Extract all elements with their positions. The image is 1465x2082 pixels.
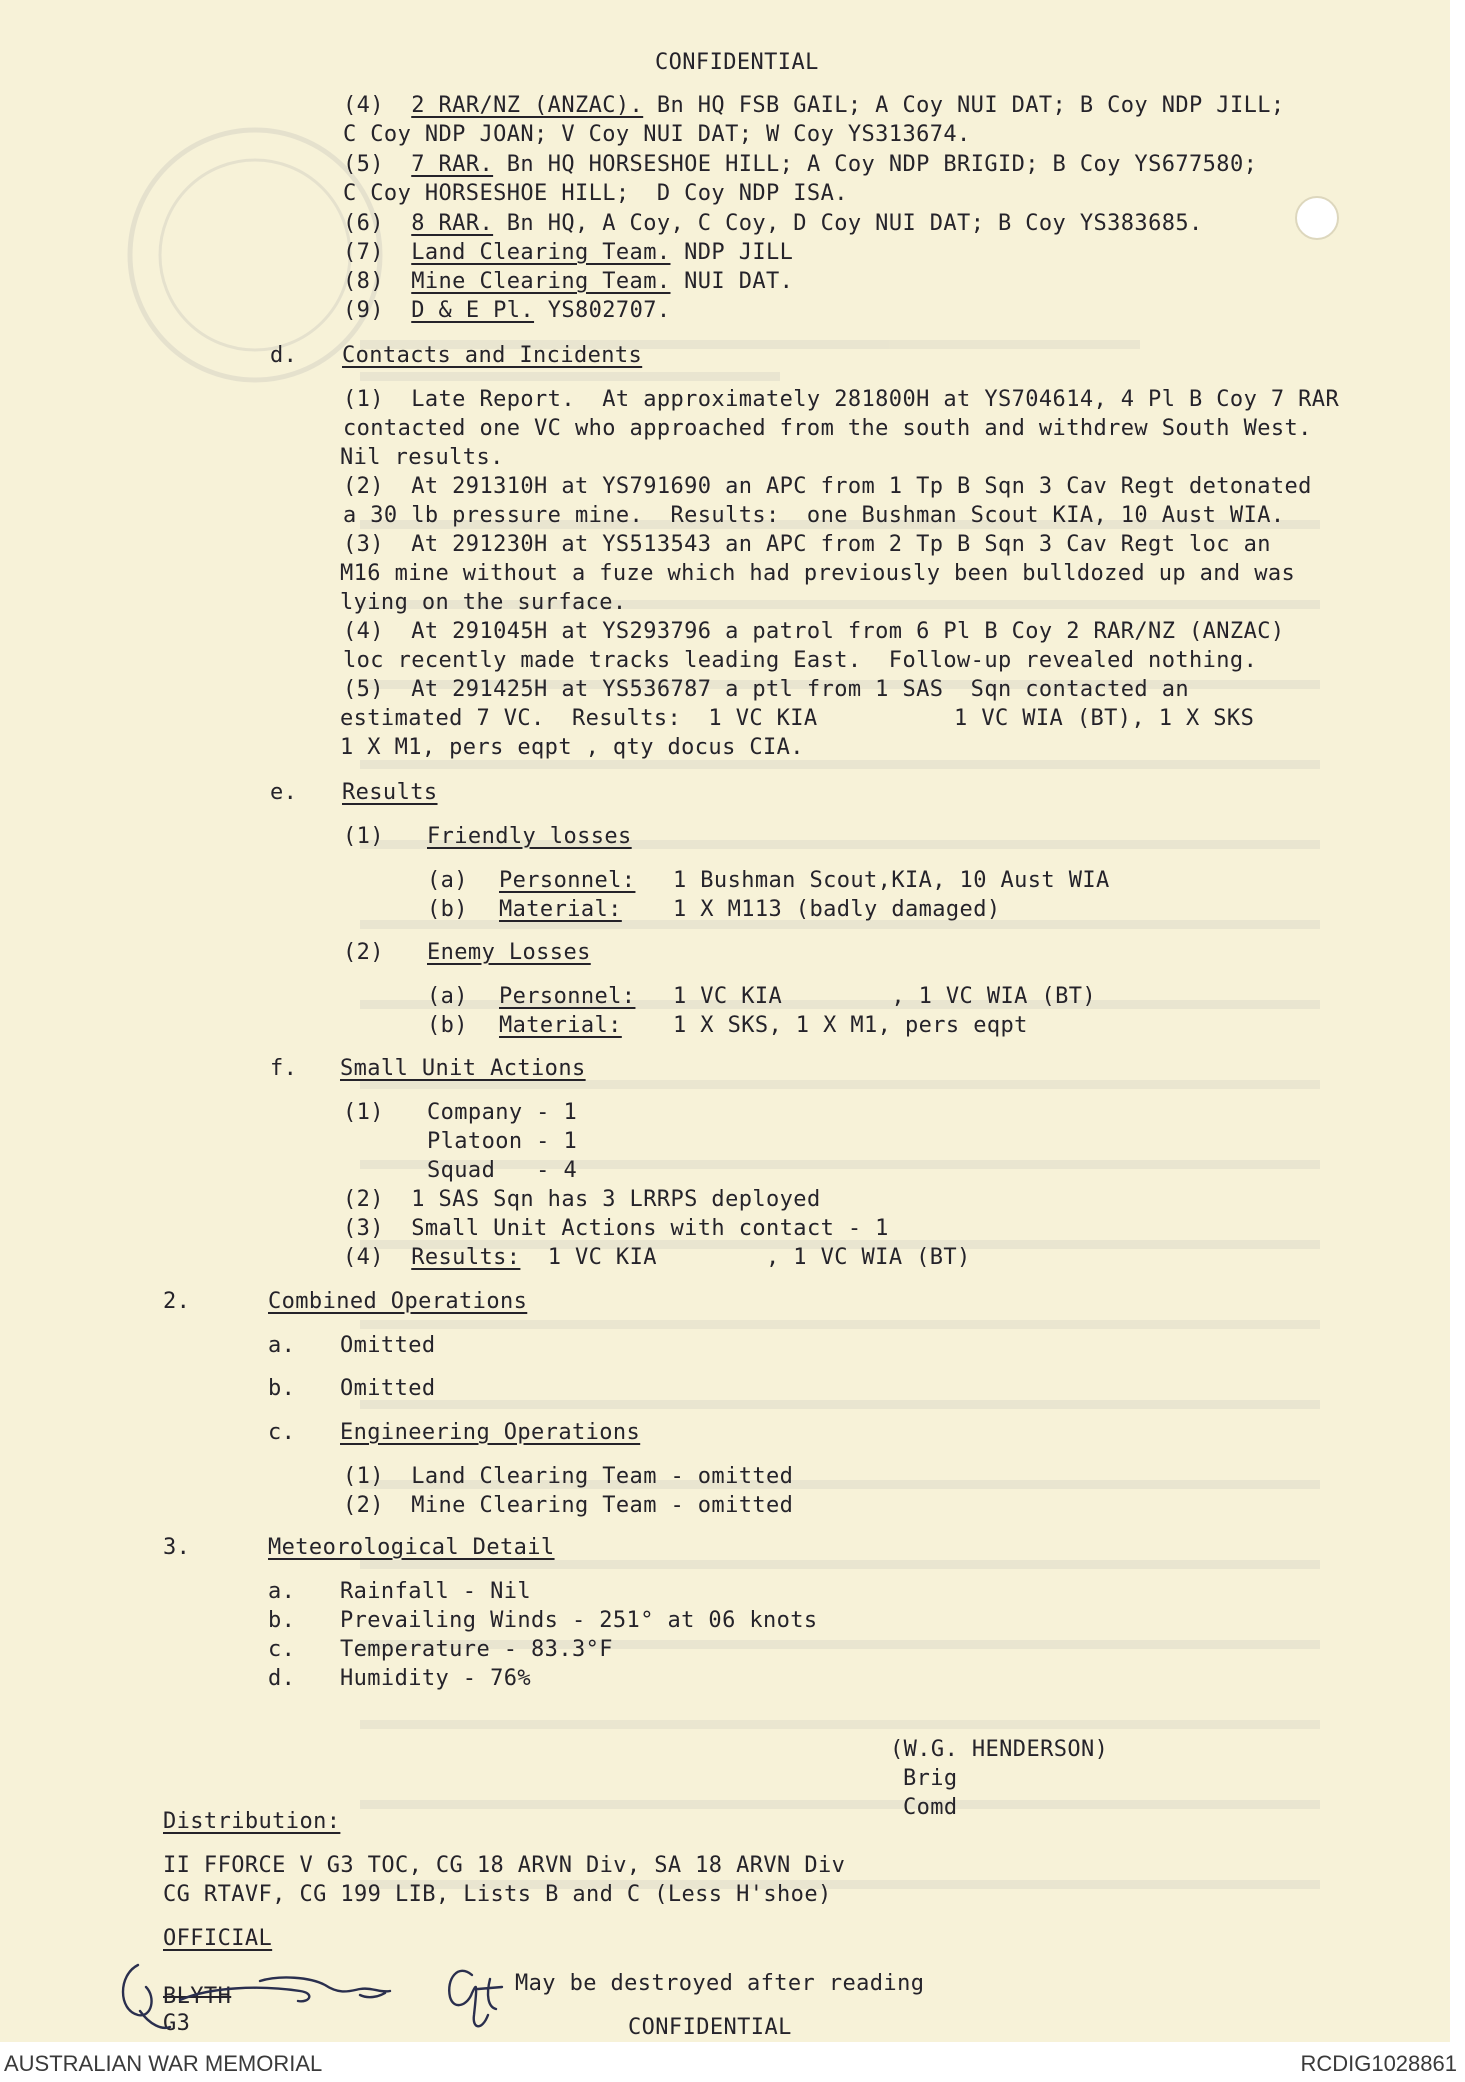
signatory-appointment: Comd [903, 1795, 958, 1820]
contact-line: (4) At 291045H at YS293796 a patrol from 6 Pl B Coy 2 RAR/NZ (ANZAC) [343, 619, 1285, 644]
count-platoon: Platoon - 1 [427, 1129, 578, 1154]
item-text: Land Clearing Team - omitted [411, 1464, 794, 1489]
count-squad: Squad - 4 [427, 1158, 578, 1183]
friendly-personnel-label: Personnel: [499, 868, 636, 893]
received-stamp-inner [160, 160, 350, 350]
met-b-text: Prevailing Winds - 251° at 06 knots [340, 1608, 818, 1633]
distribution-line: II FFORCE V G3 TOC, CG 18 ARVN Div, SA 18 ARVN Div [163, 1853, 846, 1878]
location-text: YS802707. [534, 298, 671, 323]
header-classification: CONFIDENTIAL [655, 50, 819, 75]
section-e-heading: Results [342, 780, 438, 805]
location-text: Bn HQ HORSESHOE HILL; A Coy NDP BRIGID; B Coy YS677580; [493, 152, 1258, 177]
official-name: BLYTH [163, 1984, 232, 2009]
contact-line: (5) At 291425H at YS536787 a ptl from 1 SAS Sqn contacted an [343, 677, 1189, 702]
section-e-letter: e. [270, 780, 298, 805]
official-heading: OFFICIAL [163, 1926, 273, 1951]
item-text: 1 SAS Sqn has 3 LRRPS deployed [411, 1187, 821, 1212]
location-5-cont: C Coy HORSESHOE HILL; D Coy NDP ISA. [343, 181, 848, 206]
location-7 [343, 239, 793, 267]
section-3-heading: Meteorological Detail [268, 1535, 555, 1560]
item-num: (5) [343, 152, 384, 177]
enemy-personnel-letter: (a) [427, 984, 468, 1009]
unit-name: 8 RAR. [411, 211, 494, 236]
results-label: Results: [411, 1245, 521, 1270]
enemy-material-letter: (b) [427, 1013, 468, 1038]
item-num: (6) [343, 211, 384, 236]
contact-line: (2) At 291310H at YS791690 an APC from 1 Tp B Sqn 3 Cav Regt detonated [343, 474, 1312, 499]
item-num: (4) [343, 1245, 384, 1270]
location-4 [343, 92, 1285, 120]
item-num: (3) [343, 1216, 384, 1241]
unit-name: 2 RAR/NZ (ANZAC). [411, 93, 644, 118]
met-a-letter: a. [268, 1579, 296, 1604]
section-2-heading: Combined Operations [268, 1289, 528, 1314]
eng-item-2 [343, 1492, 793, 1520]
punch-hole [1296, 197, 1338, 239]
section-2-num: 2. [163, 1289, 191, 1314]
destroy-note: May be destroyed after reading [515, 1971, 925, 1996]
official-appointment: G3 [163, 2011, 191, 2036]
combined-b-letter: b. [268, 1376, 296, 1401]
combined-c-letter: c. [268, 1420, 296, 1445]
section-f-heading: Small Unit Actions [340, 1056, 586, 1081]
location-text: NUI DAT. [670, 269, 794, 294]
count-company: Company - 1 [427, 1100, 578, 1125]
location-9 [343, 297, 671, 325]
enemy-material-value: 1 X SKS, 1 X M1, pers eqpt [673, 1013, 1028, 1038]
footer-classification: CONFIDENTIAL [628, 2015, 792, 2040]
item-num: (1) [343, 1464, 384, 1489]
friendly-material-value: 1 X M113 (badly damaged) [673, 897, 1001, 922]
small-unit-item-2 [343, 1186, 821, 1214]
location-text: Bn HQ, A Coy, C Coy, D Coy NUI DAT; B Coy YS383685. [493, 211, 1203, 236]
enemy-personnel-value: 1 VC KIA , 1 VC WIA (BT) [673, 984, 1096, 1009]
small-unit-num-1: (1) [343, 1100, 384, 1125]
contact-line: loc recently made tracks leading East. Follow-up revealed nothing. [343, 648, 1258, 673]
engineering-heading: Engineering Operations [340, 1420, 641, 1445]
archive-reference: RCDIG1028861 [1300, 2051, 1457, 2076]
location-8 [343, 268, 793, 296]
friendly-personnel-value: 1 Bushman Scout,KIA, 10 Aust WIA [673, 868, 1110, 893]
item-num: (8) [343, 269, 384, 294]
combined-a-text: Omitted [340, 1333, 436, 1358]
item-num: (2) [343, 1187, 384, 1212]
contact-line: estimated 7 VC. Results: 1 VC KIA 1 VC WIA (BT), 1 X SKS [340, 706, 1255, 731]
contact-line: (3) At 291230H at YS513543 an APC from 2 Tp B Sqn 3 Cav Regt loc an [343, 532, 1271, 557]
section-d-heading: Contacts and Incidents [342, 343, 643, 368]
location-6 [343, 210, 1203, 238]
section-d-letter: d. [270, 343, 298, 368]
handwritten-signature [110, 1945, 530, 2040]
contact-line: lying on the surface. [340, 590, 627, 615]
combined-a-letter: a. [268, 1333, 296, 1358]
item-num: (7) [343, 240, 384, 265]
enemy-losses-num: (2) [343, 940, 384, 965]
location-5 [343, 151, 1257, 179]
archive-footer [0, 2045, 1465, 2082]
location-text: NDP JILL [670, 240, 794, 265]
section-3-num: 3. [163, 1535, 191, 1560]
location-text: Bn HQ FSB GAIL; A Coy NUI DAT; B Coy NDP JILL; [643, 93, 1285, 118]
archive-name: AUSTRALIAN WAR MEMORIAL [4, 2051, 323, 2076]
eng-item-1 [343, 1463, 793, 1491]
friendly-losses-heading: Friendly losses [427, 824, 632, 849]
small-unit-item-4 [343, 1244, 971, 1272]
contact-line: M16 mine without a fuze which had previously been bulldozed up and was [340, 561, 1296, 586]
met-a-text: Rainfall - Nil [340, 1579, 532, 1604]
signatory-name: (W.G. HENDERSON) [890, 1737, 1109, 1762]
unit-name: 7 RAR. [411, 152, 494, 177]
enemy-personnel-label: Personnel: [499, 984, 636, 1009]
friendly-material-letter: (b) [427, 897, 468, 922]
unit-name: D & E Pl. [411, 298, 535, 323]
friendly-material-label: Material: [499, 897, 622, 922]
distribution-line: CG RTAVF, CG 199 LIB, Lists B and C (Less H'shoe) [163, 1882, 832, 1907]
small-unit-item-3 [343, 1215, 889, 1243]
enemy-material-label: Material: [499, 1013, 622, 1038]
results-value: 1 VC KIA , 1 VC WIA (BT) [520, 1245, 971, 1270]
item-num: (9) [343, 298, 384, 323]
contact-line: a 30 lb pressure mine. Results: one Bushman Scout KIA, 10 Aust WIA. [343, 503, 1285, 528]
friendly-losses-num: (1) [343, 824, 384, 849]
distribution-heading: Distribution: [163, 1809, 341, 1834]
friendly-personnel-letter: (a) [427, 868, 468, 893]
signatory-rank: Brig [903, 1766, 958, 1791]
met-d-letter: d. [268, 1666, 296, 1691]
contact-line: (1) Late Report. At approximately 281800H at YS704614, 4 Pl B Coy 7 RAR [343, 387, 1340, 412]
enemy-losses-heading: Enemy Losses [427, 940, 591, 965]
combined-b-text: Omitted [340, 1376, 436, 1401]
item-text: Mine Clearing Team - omitted [411, 1493, 794, 1518]
section-f-letter: f. [270, 1056, 298, 1081]
item-text: Small Unit Actions with contact - 1 [411, 1216, 889, 1241]
contact-line: contacted one VC who approached from the south and withdrew South West. [343, 416, 1312, 441]
met-c-text: Temperature - 83.3°F [340, 1637, 613, 1662]
contact-line: Nil results. [340, 445, 504, 470]
unit-name: Mine Clearing Team. [411, 269, 671, 294]
unit-name: Land Clearing Team. [411, 240, 671, 265]
item-num: (2) [343, 1493, 384, 1518]
met-c-letter: c. [268, 1637, 296, 1662]
item-num: (4) [343, 93, 384, 118]
contact-line: 1 X M1, pers eqpt , qty docus CIA. [340, 735, 804, 760]
met-d-text: Humidity - 76% [340, 1666, 532, 1691]
met-b-letter: b. [268, 1608, 296, 1633]
location-4-cont: C Coy NDP JOAN; V Coy NUI DAT; W Coy YS313674. [343, 122, 971, 147]
